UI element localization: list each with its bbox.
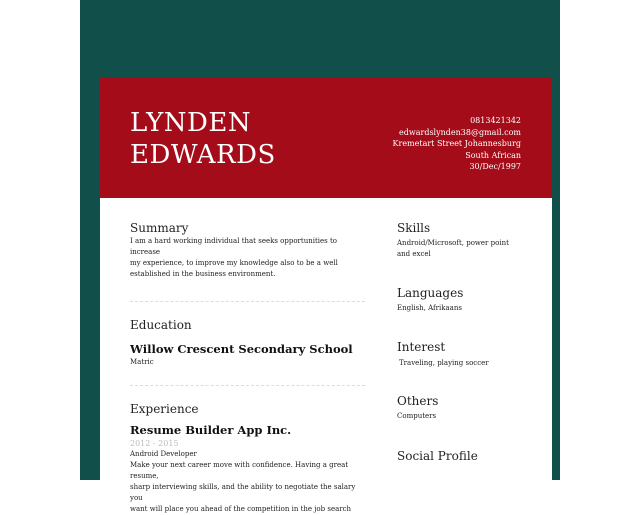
skills-text	[397, 238, 537, 260]
experience-title: Experience	[130, 402, 199, 416]
summary-line: I am a hard working individual that seeks opportunities to increase	[130, 237, 338, 256]
skills-line: and excel	[397, 250, 431, 258]
last-name: EDWARDS	[130, 140, 276, 170]
experience-dates: 2012 - 2015	[130, 439, 179, 448]
section-divider	[130, 385, 365, 386]
languages-title: Languages	[397, 286, 464, 300]
education-level: Matric	[130, 358, 154, 366]
summary-text	[130, 236, 365, 280]
social-profile-title: Social Profile	[397, 449, 478, 463]
experience-description	[130, 460, 365, 515]
date-of-birth: 30/Dec/1997	[469, 162, 521, 171]
skills-line: Android/Microsoft, power point	[397, 239, 509, 247]
first-name: LYNDEN	[130, 108, 252, 138]
right-column	[397, 220, 537, 464]
background-right	[560, 0, 640, 480]
left-column	[130, 220, 365, 515]
background-left	[0, 0, 80, 480]
interest-text: Traveling, playing soccer	[399, 359, 489, 367]
contact-info	[393, 115, 521, 173]
experience-line: want will place you ahead of the competition in the job search	[130, 505, 352, 513]
summary-title: Summary	[130, 221, 189, 235]
others-title: Others	[397, 394, 439, 408]
full-name	[130, 107, 276, 171]
resume-header	[100, 77, 552, 198]
skills-title: Skills	[397, 221, 431, 235]
section-divider	[130, 301, 365, 302]
languages-text: English, Afrikaans	[397, 304, 462, 312]
summary-line: my experience, to improve my knowledge also to be a well	[130, 259, 338, 267]
street: Kremetart Street Johannesburg	[392, 139, 521, 148]
others-text: Computers	[397, 412, 437, 420]
country: South African	[465, 150, 521, 160]
resume-page	[100, 77, 552, 513]
school-name: Willow Crescent Secondary School	[130, 342, 353, 356]
job-role: Android Developer	[130, 450, 197, 458]
experience-line: Make your next career move with confidence. Having a great resume,	[130, 461, 349, 480]
experience-line: sharp interviewing skills, and the ability to negotiate the salary you	[130, 483, 356, 502]
education-title: Education	[130, 318, 192, 332]
phone: 0813421342	[470, 116, 521, 125]
interest-title: Interest	[397, 340, 446, 354]
company-name: Resume Builder App Inc.	[130, 423, 292, 437]
summary-line: established in the business environment.	[130, 270, 276, 278]
email: edwardslynden38@gmail.com	[399, 127, 521, 137]
